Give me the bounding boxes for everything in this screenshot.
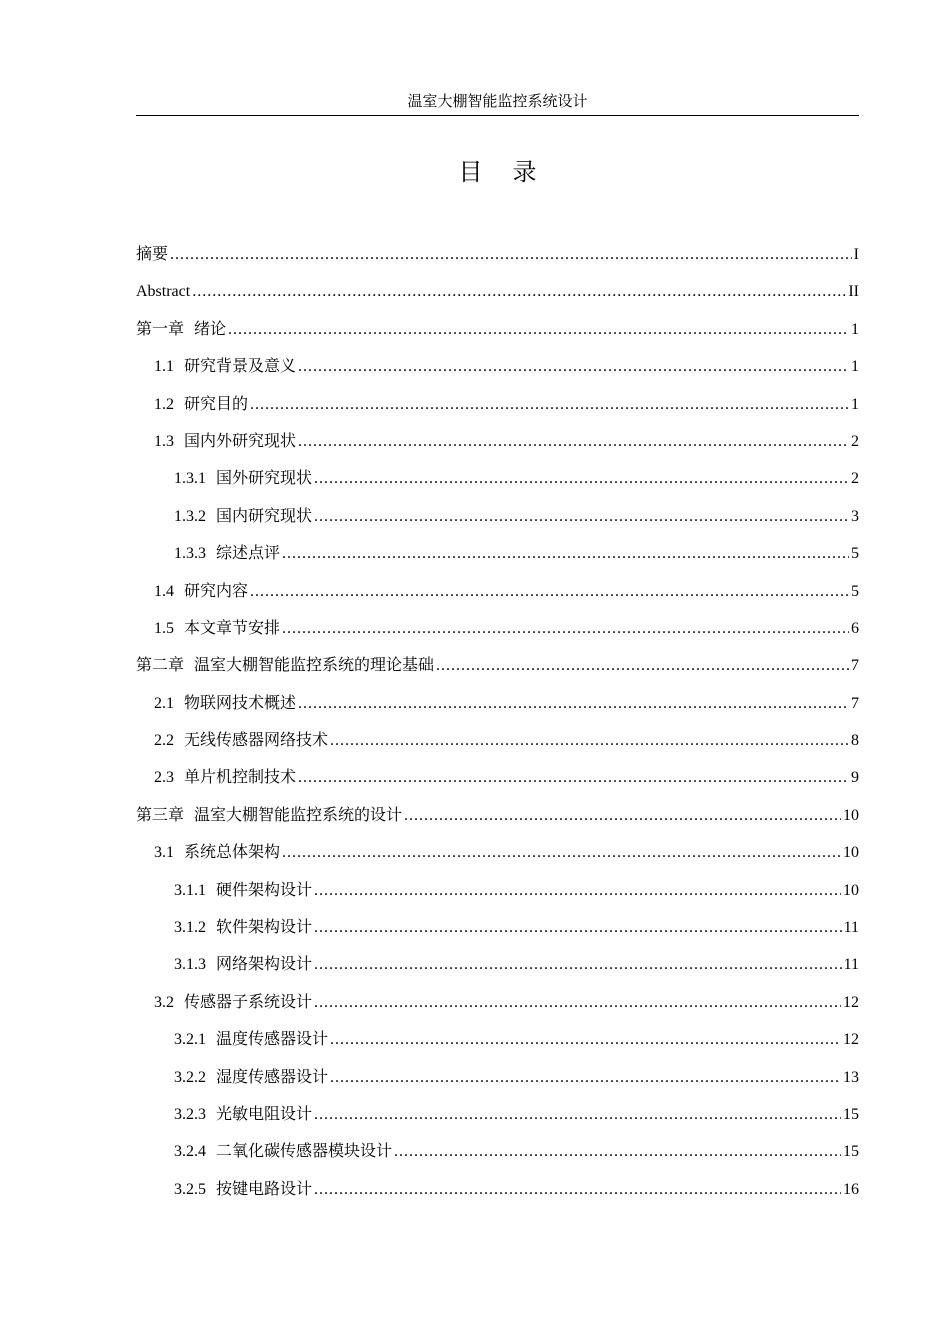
toc-entry-page: 2 [851, 470, 859, 488]
toc-entry[interactable] [136, 573, 859, 610]
toc-entry[interactable] [136, 685, 859, 722]
toc-entry[interactable] [136, 1021, 859, 1058]
toc-entry-page: 15 [843, 1143, 859, 1161]
table-of-contents [136, 236, 859, 1208]
toc-entry-number: 第三章 [136, 806, 185, 824]
toc-entry-page: 1 [851, 320, 859, 338]
dot-leader [282, 834, 841, 871]
toc-entry-label: 湿度传感器设计 [216, 1068, 329, 1086]
toc-entry-number: 1.3.3 [174, 545, 206, 563]
dot-leader [314, 1171, 841, 1208]
dot-leader [314, 984, 841, 1021]
toc-entry-label: 温度传感器设计 [216, 1031, 329, 1049]
toc-entry-number: 1.3.2 [174, 507, 206, 525]
toc-entry[interactable] [136, 610, 859, 647]
toc-entry-page: I [853, 246, 859, 263]
toc-entry-page: II [848, 283, 859, 301]
dot-leader [250, 386, 849, 423]
toc-entry-page: 11 [843, 956, 859, 974]
toc-entry-label: 网络架构设计 [216, 956, 313, 974]
dot-leader [298, 685, 849, 722]
toc-entry-page: 1 [851, 395, 859, 413]
dot-leader [250, 573, 849, 610]
dot-leader [298, 423, 849, 460]
toc-entry[interactable] [136, 423, 859, 460]
toc-entry-page: 7 [851, 657, 859, 675]
toc-entry-label: 二氧化碳传感器模块设计 [216, 1143, 393, 1161]
toc-entry[interactable] [136, 386, 859, 423]
toc-entry-number: 3.2.2 [174, 1068, 206, 1086]
toc-entry-number: 1.4 [154, 582, 174, 600]
toc-entry-page: 16 [843, 1180, 859, 1198]
toc-entry[interactable] [136, 909, 859, 946]
toc-entry[interactable] [136, 311, 859, 348]
toc-entry[interactable] [136, 273, 859, 310]
toc-entry-number: 3.2.3 [174, 1105, 206, 1123]
toc-entry-number: 3.2 [154, 993, 174, 1011]
dot-leader [330, 722, 849, 759]
toc-entry-page: 6 [851, 619, 859, 637]
dot-leader [314, 498, 849, 535]
toc-entry-page: 2 [851, 432, 859, 450]
toc-entry-page: 10 [843, 806, 859, 824]
toc-entry-label: 系统总体架构 [184, 844, 281, 862]
toc-entry-label: 温室大棚智能监控系统的理论基础 [194, 657, 435, 675]
toc-entry-number: 3.1.1 [174, 881, 206, 899]
toc-entry-page: 9 [851, 769, 859, 787]
toc-entry-number: 2.2 [154, 732, 174, 750]
toc-entry-page: 10 [843, 881, 859, 899]
toc-entry-number: 3.1.3 [174, 956, 206, 974]
toc-entry[interactable] [136, 348, 859, 385]
dot-leader [314, 460, 849, 497]
toc-entry-label: 光敏电阻设计 [216, 1105, 313, 1123]
toc-entry-label: 温室大棚智能监控系统的设计 [194, 806, 403, 824]
toc-entry-label: 研究内容 [184, 582, 249, 600]
toc-entry-page: 5 [851, 582, 859, 600]
toc-entry-number: 1.5 [154, 619, 174, 637]
toc-entry-label: 传感器子系统设计 [184, 993, 313, 1011]
toc-entry-label: 国内外研究现状 [184, 432, 297, 450]
dot-leader [228, 311, 849, 348]
toc-entry-number: 1.3 [154, 432, 174, 450]
toc-entry[interactable] [136, 1171, 859, 1208]
toc-entry-number: 第二章 [136, 657, 185, 675]
toc-entry-label: 按键电路设计 [216, 1180, 313, 1198]
toc-entry[interactable] [136, 872, 859, 909]
toc-entry-number: 第一章 [136, 320, 185, 338]
toc-entry[interactable] [136, 1096, 859, 1133]
toc-entry-label: 硬件架构设计 [216, 881, 313, 899]
toc-entry[interactable] [136, 647, 859, 684]
header-rule [136, 115, 859, 116]
toc-entry-page: 12 [843, 993, 859, 1011]
toc-entry[interactable] [136, 984, 859, 1021]
toc-entry-page: 15 [843, 1105, 859, 1123]
toc-entry-page: 13 [843, 1068, 859, 1086]
dot-leader [314, 909, 842, 946]
toc-entry-page: 3 [851, 507, 859, 525]
toc-entry-label: 综述点评 [216, 545, 281, 563]
toc-entry-number: 3.1 [154, 844, 174, 862]
toc-entry-page: 10 [843, 844, 859, 862]
toc-entry[interactable] [136, 460, 859, 497]
toc-entry-number: 3.2.1 [174, 1031, 206, 1049]
toc-entry-page: 12 [843, 1031, 859, 1049]
toc-entry[interactable] [136, 722, 859, 759]
toc-entry-page: 11 [843, 919, 859, 937]
dot-leader [282, 535, 849, 572]
toc-entry-number: 1.2 [154, 395, 174, 413]
toc-entry[interactable] [136, 834, 859, 871]
toc-entry-label: 无线传感器网络技术 [184, 732, 329, 750]
running-header: 温室大棚智能监控系统设计 [407, 94, 588, 110]
dot-leader [314, 946, 842, 983]
dot-leader [394, 1133, 841, 1170]
toc-entry-number: 3.1.2 [174, 919, 206, 937]
toc-entry[interactable] [136, 797, 859, 834]
dot-leader [404, 797, 841, 834]
toc-entry[interactable] [136, 946, 859, 983]
toc-entry-label: 国内研究现状 [216, 507, 313, 525]
toc-entry-page: 1 [851, 358, 859, 376]
toc-entry-label: 摘要 [136, 246, 169, 263]
toc-entry-number: 2.1 [154, 694, 174, 712]
toc-entry-label: 研究目的 [184, 395, 249, 413]
toc-entry[interactable] [136, 759, 859, 796]
toc-entry-number: 3.2.4 [174, 1143, 206, 1161]
toc-entry-number: 1.3.1 [174, 470, 206, 488]
dot-leader [314, 1096, 841, 1133]
dot-leader [330, 1059, 841, 1096]
toc-entry-label: 研究背景及意义 [184, 358, 297, 376]
toc-entry-label: 软件架构设计 [216, 919, 313, 937]
toc-entry-label: 单片机控制技术 [184, 769, 297, 787]
dot-leader [314, 872, 841, 909]
dot-leader [298, 348, 849, 385]
toc-entry-page: 8 [851, 732, 859, 750]
toc-title: 目 录 [458, 160, 549, 186]
toc-entry-label: 国外研究现状 [216, 470, 313, 488]
toc-entry-page: 5 [851, 545, 859, 563]
toc-entry[interactable] [136, 1059, 859, 1096]
dot-leader [298, 759, 849, 796]
toc-entry[interactable] [136, 236, 859, 273]
toc-entry-label: 物联网技术概述 [184, 694, 297, 712]
dot-leader [436, 647, 849, 684]
toc-entry-number: 1.1 [154, 358, 174, 376]
toc-entry-label: 本文章节安排 [184, 619, 281, 637]
dot-leader [192, 273, 846, 310]
toc-entry[interactable] [136, 1133, 859, 1170]
dot-leader [330, 1021, 841, 1058]
dot-leader [170, 236, 852, 273]
toc-entry-label: 绪论 [194, 320, 227, 338]
toc-entry[interactable] [136, 498, 859, 535]
toc-entry-number: 3.2.5 [174, 1180, 206, 1198]
toc-entry-number: 2.3 [154, 769, 174, 787]
toc-entry-label: Abstract [136, 283, 191, 301]
dot-leader [282, 610, 849, 647]
toc-entry-page: 7 [851, 694, 859, 712]
toc-entry[interactable] [136, 535, 859, 572]
